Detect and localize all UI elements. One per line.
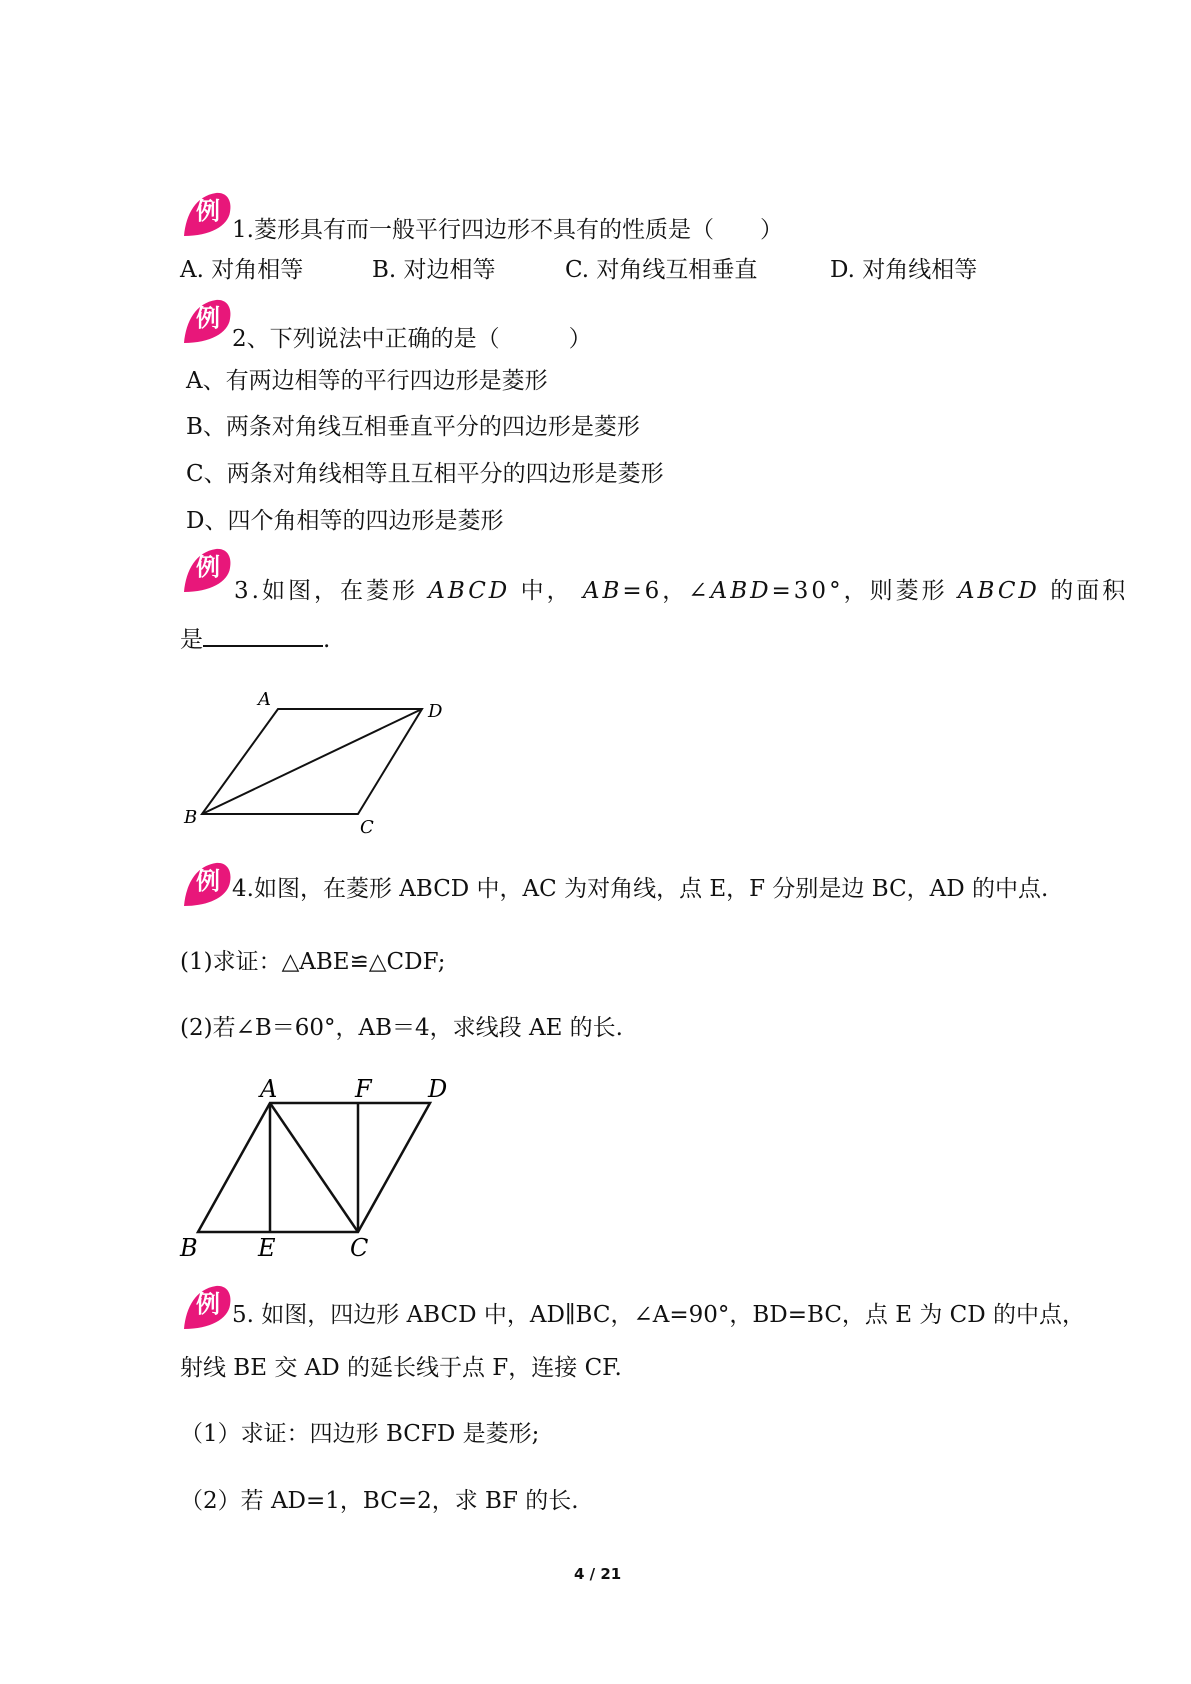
q1-option-c: C. 对角线互相垂直: [565, 257, 758, 283]
svg-text:例: 例: [196, 867, 220, 895]
label-c: C: [350, 1234, 369, 1262]
label-a: A: [260, 1075, 278, 1103]
q3-var-abcd: ABCD: [428, 578, 511, 604]
svg-text:例: 例: [196, 1290, 220, 1318]
q5-part1: （1）求证：四边形 BCFD 是菱形;: [180, 1421, 540, 1447]
q5-part2: （2）若 AD=1，BC=2，求 BF 的长.: [180, 1488, 579, 1514]
q1-stem: 1.菱形具有而一般平行四边形不具有的性质是（ ）: [232, 217, 783, 243]
q3-text-3: =6，∠: [622, 578, 711, 604]
svg-text:例: 例: [196, 553, 220, 581]
example-badge-icon: [180, 1283, 234, 1333]
example-badge-icon: [180, 546, 234, 596]
q1-option-d: D. 对角线相等: [830, 257, 978, 283]
label-e: E: [258, 1234, 276, 1262]
q4-stem: 4.如图，在菱形 ABCD 中，AC 为对角线，点 E，F 分别是边 BC，AD 的中点.: [232, 876, 1049, 902]
q3-line2: [180, 627, 330, 652]
q3-end: .: [323, 627, 331, 653]
q1-option-b: B. 对边相等: [372, 257, 496, 283]
q3-text-2: 中，: [520, 578, 573, 604]
q3-line2-text: 是: [180, 627, 203, 653]
q3-text-1: 3.如图，在菱形: [234, 578, 418, 604]
label-d: D: [428, 1075, 448, 1103]
label-a: A: [258, 689, 271, 710]
example-badge-icon: [180, 297, 234, 347]
q3-var-abd: ABD: [710, 578, 772, 604]
q3-text-5: 的面积: [1050, 578, 1129, 604]
label-c: C: [360, 817, 374, 838]
svg-text:例: 例: [196, 304, 220, 332]
q4-rhombus-figure: [170, 1070, 470, 1260]
page-number: 4 / 21: [574, 1565, 622, 1583]
q2-option-b: B、两条对角线互相垂直平分的四边形是菱形: [186, 414, 640, 440]
q4-part2: (2)若∠B＝60°，AB＝4，求线段 AE 的长.: [180, 1015, 623, 1041]
q3-rhombus-figure: [170, 685, 460, 838]
q3-var-abcd-2: ABCD: [957, 578, 1040, 604]
label-b: B: [184, 807, 198, 828]
label-f: F: [355, 1075, 372, 1103]
q3-text-4: =30°，则菱形: [771, 578, 948, 604]
q3-stem: [234, 580, 1128, 603]
q5-line2: 射线 BE 交 AD 的延长线于点 F，连接 CF.: [180, 1355, 622, 1381]
example-badge-icon: [180, 860, 234, 910]
q4-part1: (1)求证：△ABE≌△CDF;: [180, 949, 446, 975]
q1-option-a: A. 对角相等: [180, 257, 304, 283]
q2-stem: 2、下列说法中正确的是（ ）: [232, 326, 592, 352]
label-b: B: [180, 1234, 198, 1262]
q2-option-a: A、有两边相等的平行四边形是菱形: [186, 368, 548, 394]
q2-option-d: D、四个角相等的四边形是菱形: [186, 508, 504, 534]
q5-stem: 5. 如图，四边形 ABCD 中，AD∥BC，∠A=90°，BD=BC，点 E 为 CD 的中点，: [232, 1302, 1085, 1328]
diagonal-ac: [270, 1103, 358, 1232]
q2-option-c: C、两条对角线相等且互相平分的四边形是菱形: [186, 461, 664, 487]
example-badge-icon: [180, 190, 234, 240]
answer-blank: [203, 627, 323, 647]
svg-text:例: 例: [196, 197, 220, 225]
q3-var-ab: AB: [582, 578, 623, 604]
label-d: D: [428, 701, 443, 722]
